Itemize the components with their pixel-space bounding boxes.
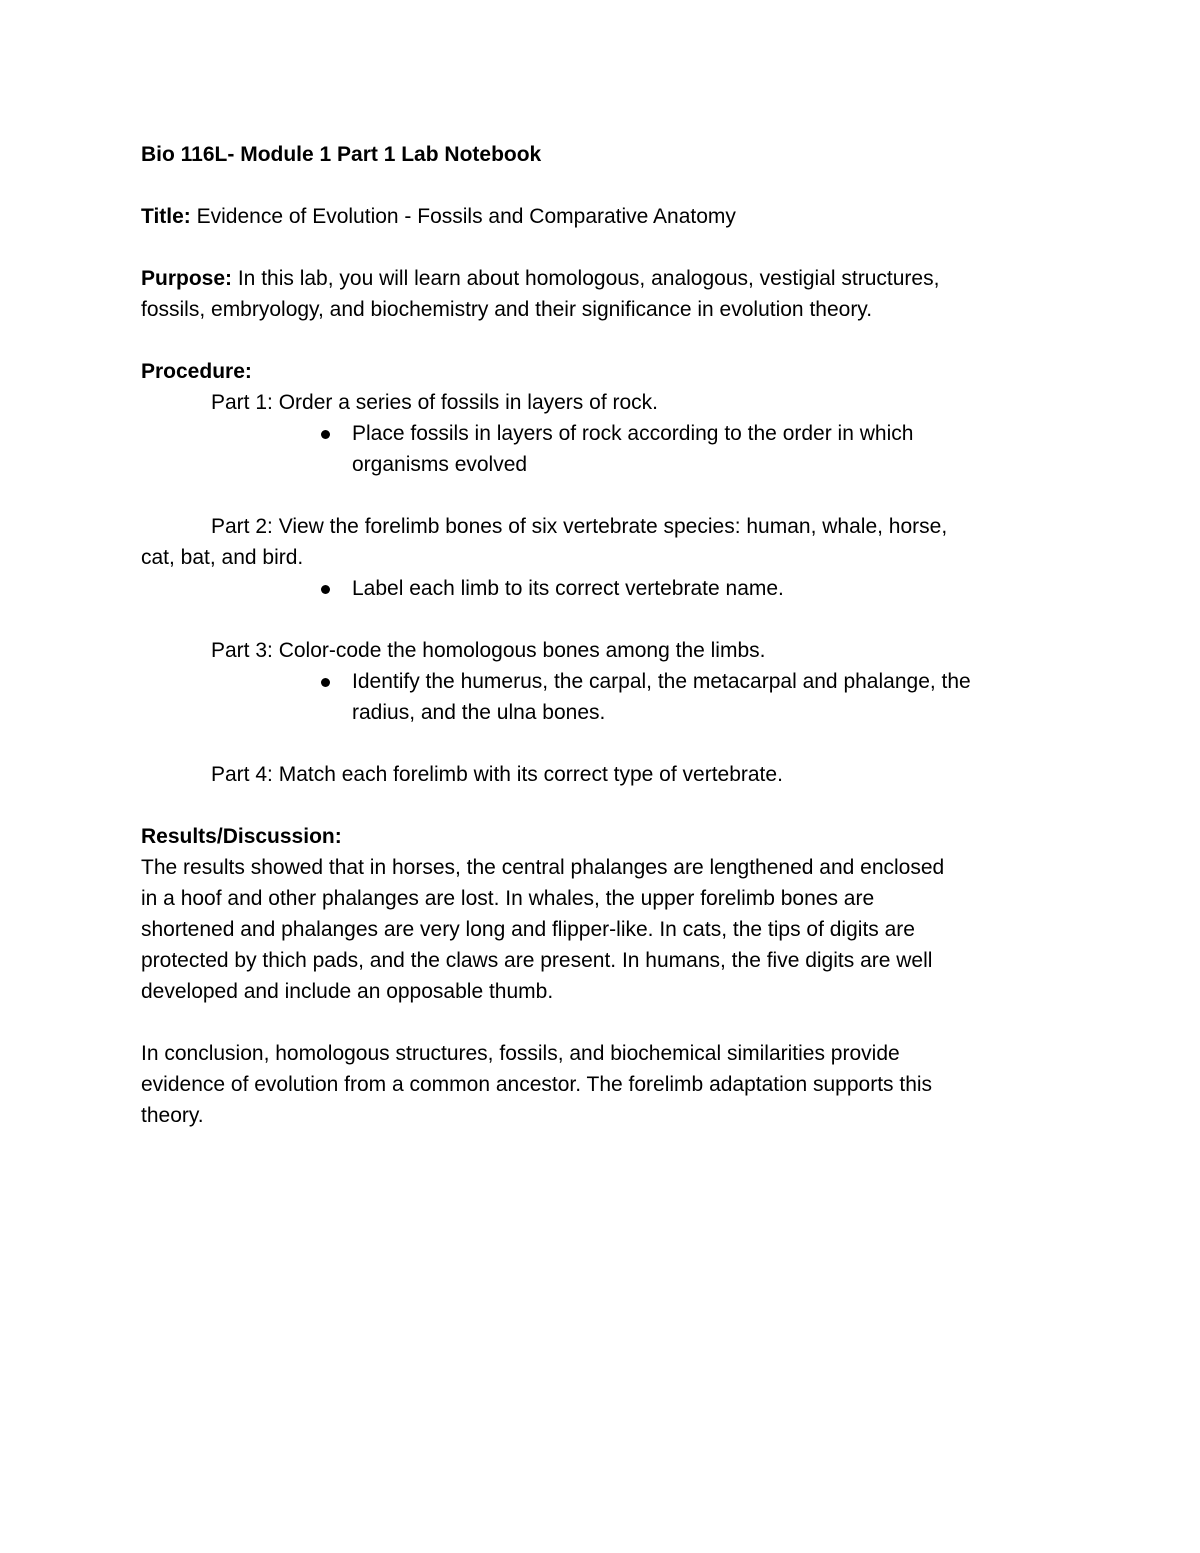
procedure-part-1: Part 1: Order a series of fossils in layers of rock. [211, 391, 658, 414]
purpose-text-1: In this lab, you will learn about homologous, analogous, vestigial structures, [232, 267, 940, 290]
part-3-bullet-line-1: Identify the humerus, the carpal, the metacarpal and phalange, the [352, 670, 971, 693]
part-1-bullet-line-2: organisms evolved [352, 453, 528, 476]
bullet-icon [321, 678, 330, 687]
results-para-1-line-5: developed and include an opposable thumb. [141, 980, 554, 1003]
results-para-1-line-2: in a hoof and other phalanges are lost. In whales, the upper forelimb bones are [141, 887, 875, 910]
part-2-bullet-list [141, 573, 1061, 604]
procedure-part-2-line-1: Part 2: View the forelimb bones of six vertebrate species: human, whale, horse, [211, 515, 948, 538]
title-text: Evidence of Evolution - Fossils and Comparative Anatomy [190, 205, 736, 228]
title-line [141, 201, 1061, 232]
part-1-bullet-list [141, 418, 1061, 480]
part-2-bullet-line-1: Label each limb to its correct vertebrate name. [352, 577, 784, 600]
list-item [352, 418, 1061, 480]
procedure-part-4: Part 4: Match each forelimb with its correct type of vertebrate. [211, 763, 783, 786]
procedure-part-2-line-2: cat, bat, and bird. [141, 546, 304, 569]
list-item [352, 573, 1061, 604]
title-label: Title: [141, 205, 191, 228]
document-heading: Bio 116L- Module 1 Part 1 Lab Notebook [141, 143, 542, 166]
document-page [141, 139, 1061, 1131]
results-label: Results/Discussion: [141, 825, 342, 848]
conclusion-line-2: evidence of evolution from a common ancestor. The forelimb adaptation supports this [141, 1073, 933, 1096]
bullet-icon [321, 430, 330, 439]
procedure-label: Procedure: [141, 360, 252, 383]
part-3-bullet-list [141, 666, 1061, 728]
conclusion-line-1: In conclusion, homologous structures, fossils, and biochemical similarities provide [141, 1042, 900, 1065]
conclusion-line-3: theory. [141, 1104, 204, 1127]
part-3-bullet-line-2: radius, and the ulna bones. [352, 701, 606, 724]
results-para-1-line-1: The results showed that in horses, the central phalanges are lengthened and enclosed [141, 856, 945, 879]
results-para-1-line-4: protected by thich pads, and the claws are present. In humans, the five digits are well [141, 949, 933, 972]
results-para-1-line-3: shortened and phalanges are very long and flipper-like. In cats, the tips of digits are [141, 918, 915, 941]
part-1-bullet-line-1: Place fossils in layers of rock according to the order in which [352, 422, 914, 445]
purpose-line-1 [141, 263, 1061, 294]
purpose-label: Purpose: [141, 267, 233, 290]
list-item [352, 666, 1061, 728]
procedure-part-3: Part 3: Color-code the homologous bones among the limbs. [211, 639, 766, 662]
purpose-line-2: fossils, embryology, and biochemistry and their significance in evolution theory. [141, 298, 873, 321]
bullet-icon [321, 585, 330, 594]
